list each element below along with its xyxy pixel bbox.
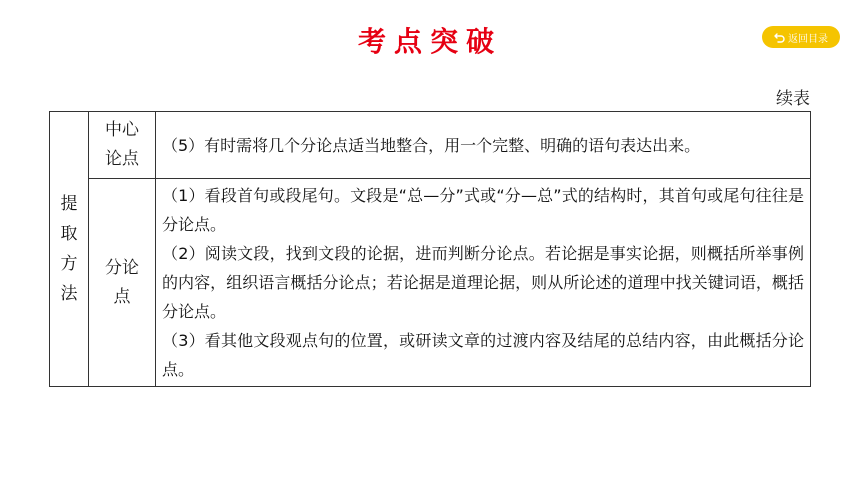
back-to-contents-button[interactable] — [762, 26, 840, 48]
content-paragraph: （2）阅读文段，找到文段的论据，进而判断分论点。若论据是事实论据，则概括所举事例的内容，组织语言概括分论点；若论据是道理论据，则从所论述的道理中找关键词语，概括分论点。 — [162, 244, 804, 321]
table-row — [50, 112, 811, 179]
row-label-line: 点 — [113, 286, 131, 307]
content-paragraph: （5）有时需将几个分论点适当地整合，用一个完整、明确的语句表达出来。 — [162, 135, 701, 155]
method-table — [49, 111, 811, 387]
page-title: 考点突破 — [357, 25, 502, 58]
method-char: 提 — [60, 194, 78, 214]
content-paragraph: （3）看其他文段观点句的位置，或研读文章的过渡内容及结尾的总结内容，由此概括分论点。 — [162, 331, 804, 379]
method-char: 方 — [60, 254, 78, 274]
row-content-central-argument — [156, 112, 811, 179]
return-arrow-icon — [774, 32, 785, 43]
table-row — [50, 179, 811, 387]
back-button-label: 返回目录 — [788, 33, 828, 45]
row-content-sub-argument — [156, 179, 811, 387]
method-cell — [50, 112, 89, 387]
content-paragraph: （1）看段首句或段尾句。文段是“总—分”式或“分—总”式的结构时，其首句或尾句往往是分论点。 — [162, 186, 804, 234]
row-label-sub-argument — [89, 179, 156, 387]
row-label-central-argument — [89, 112, 156, 179]
row-label-line: 分论 — [105, 257, 139, 278]
row-label-line: 论点 — [105, 149, 139, 169]
continued-label: 续表 — [776, 89, 810, 109]
row-label-line: 中心 — [105, 120, 139, 140]
method-char: 取 — [60, 224, 78, 244]
method-char: 法 — [60, 284, 78, 304]
